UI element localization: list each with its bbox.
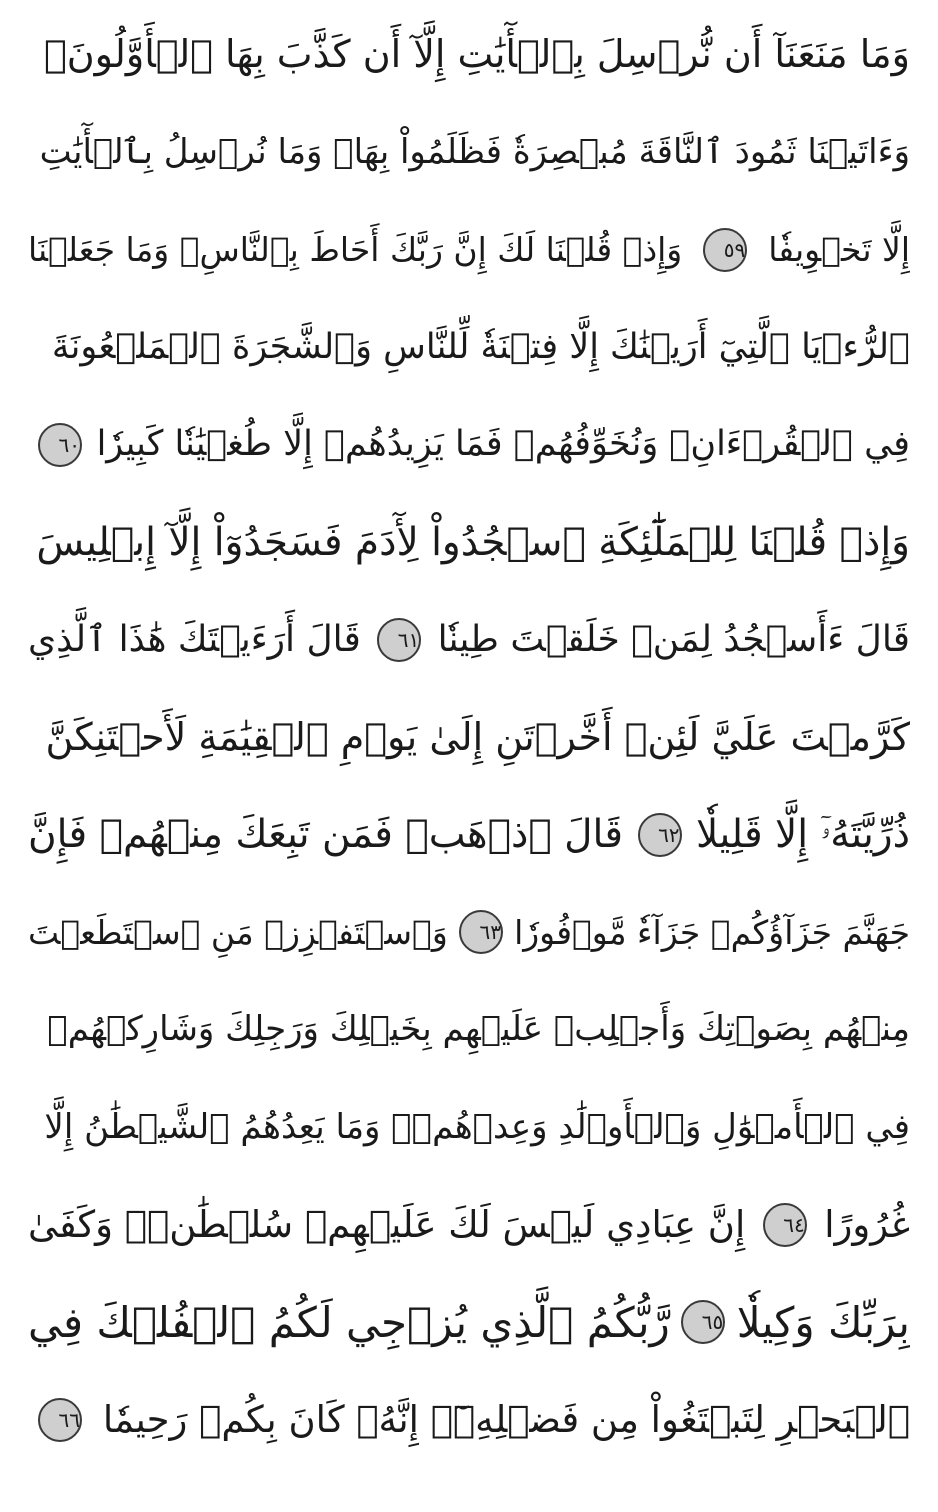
verse-text: ٱلۡبَحۡرِ لِتَبۡتَغُواْ مِن فَضۡلِهِۦٓۚ إِنَّهُۥ كَانَ بِكُمۡ رَحِيمٗا — [102, 1398, 910, 1441]
verse-text: جَهَنَّمَ جَزَآؤُكُمۡ جَزَآءٗ مَّوۡفُورٗا — [514, 912, 910, 952]
verse-line-1 — [28, 6, 910, 104]
verse-text: وَإِذۡ قُلۡنَا لَكَ إِنَّ رَبَّكَ أَحَاطَ بِٱلنَّاسِۚ وَمَا جَعَلۡنَا — [28, 230, 683, 269]
ayah-number-marker: ٦٤ — [763, 1203, 807, 1247]
verse-text: وَمَا مَنَعَنَآ أَن نُّرۡسِلَ بِٱلۡأٓيَٰتِ إِلَّآ أَن كَذَّبَ بِهَا ٱلۡأَوَّلُونَۚ — [43, 32, 910, 76]
verse-line-3 — [28, 201, 910, 299]
verse-line-11 — [28, 981, 910, 1079]
ayah-number-marker: ٦٢ — [638, 813, 682, 857]
verse-text: غُرُورًا — [824, 1203, 910, 1246]
verse-text: إِنَّ عِبَادِي لَيۡسَ لَكَ عَلَيۡهِمۡ سُلۡطَٰنٞۚ وَكَفَىٰ — [28, 1203, 746, 1246]
verse-line-2 — [28, 104, 910, 202]
verse-line-7 — [28, 591, 910, 689]
verse-line-9 — [28, 786, 910, 884]
verse-text: وَٱسۡتَفۡزِزۡ مَنِ ٱسۡتَطَعۡتَ — [28, 912, 448, 952]
verse-text: قَالَ ٱذۡهَبۡ فَمَن تَبِعَكَ مِنۡهُمۡ فَإِنَّ — [28, 812, 624, 857]
verse-text: مِنۡهُم بِصَوۡتِكَ وَأَجۡلِبۡ عَلَيۡهِم بِخَيۡلِكَ وَرَجِلِكَ وَشَارِكۡهُمۡ — [47, 1009, 910, 1049]
verse-line-5 — [28, 396, 910, 494]
verse-line-10 — [28, 884, 910, 982]
verse-text: قَالَ أَرَءَيۡتَكَ هَٰذَا ٱلَّذِي — [28, 619, 361, 660]
ayah-number-marker: ٦١ — [377, 618, 421, 662]
verse-text: كَرَّمۡتَ عَلَيَّ لَئِنۡ أَخَّرۡتَنِ إِلَىٰ يَوۡمِ ٱلۡقِيَٰمَةِ لَأَحۡتَنِكَنَّ — [45, 714, 910, 759]
verse-line-4 — [28, 299, 910, 397]
verse-text: ٱلرُّءۡيَا ٱلَّتِيٓ أَرَيۡنَٰكَ إِلَّا فِتۡنَةٗ لِّلنَّاسِ وَٱلشَّجَرَةَ ٱلۡمَلۡعُونَةَ — [51, 326, 910, 367]
verse-line-15 — [28, 1371, 910, 1469]
verse-text: ذُرِّيَّتَهُۥٓ إِلَّا قَلِيلٗا — [696, 812, 910, 857]
verse-text: إِلَّا تَخۡوِيفٗا — [768, 230, 910, 269]
ayah-number-marker: ٥٩ — [703, 228, 747, 272]
verse-line-8 — [28, 689, 910, 787]
verse-text: رَّبُّكُمُ ٱلَّذِي يُزۡجِي لَكُمُ ٱلۡفُلۡكَ فِي — [28, 1297, 670, 1347]
verse-text: قَالَ ءَأَسۡجُدُ لِمَنۡ خَلَقۡتَ طِينٗا — [437, 619, 910, 660]
verse-line-12 — [28, 1079, 910, 1177]
ayah-number-marker: ٦٦ — [38, 1398, 82, 1442]
verse-text: وَإِذۡ قُلۡنَا لِلۡمَلَٰٓئِكَةِ ٱسۡجُدُواْ لِأٓدَمَ فَسَجَدُوٓاْ إِلَّآ إِبۡلِيسَ — [36, 519, 910, 565]
ayah-number-marker: ٦٠ — [38, 423, 82, 467]
verse-line-6 — [28, 494, 910, 592]
verse-text: بِرَبِّكَ وَكِيلٗا — [736, 1297, 910, 1347]
ayah-number-marker: ٦٣ — [459, 910, 503, 954]
verse-line-13 — [28, 1176, 910, 1274]
verse-text: فِي ٱلۡأَمۡوَٰلِ وَٱلۡأَوۡلَٰدِ وَعِدۡهُمۡۚ وَمَا يَعِدُهُمُ ٱلشَّيۡطَٰنُ إِلَّا — [44, 1106, 910, 1147]
verse-text: فِي ٱلۡقُرۡءَانِۚ وَنُخَوِّفُهُمۡ فَمَا يَزِيدُهُمۡ إِلَّا طُغۡيَٰنٗا كَبِيرٗا — [96, 424, 910, 464]
ayah-number-marker: ٦٥ — [681, 1300, 725, 1344]
verse-text: وَءَاتَيۡنَا ثَمُودَ ٱلنَّاقَةَ مُبۡصِرَةٗ فَظَلَمُواْ بِهَاۚ وَمَا نُرۡسِلُ بِٱلۡأٓيَٰتِ — [39, 131, 910, 172]
verse-line-14 — [28, 1274, 910, 1372]
